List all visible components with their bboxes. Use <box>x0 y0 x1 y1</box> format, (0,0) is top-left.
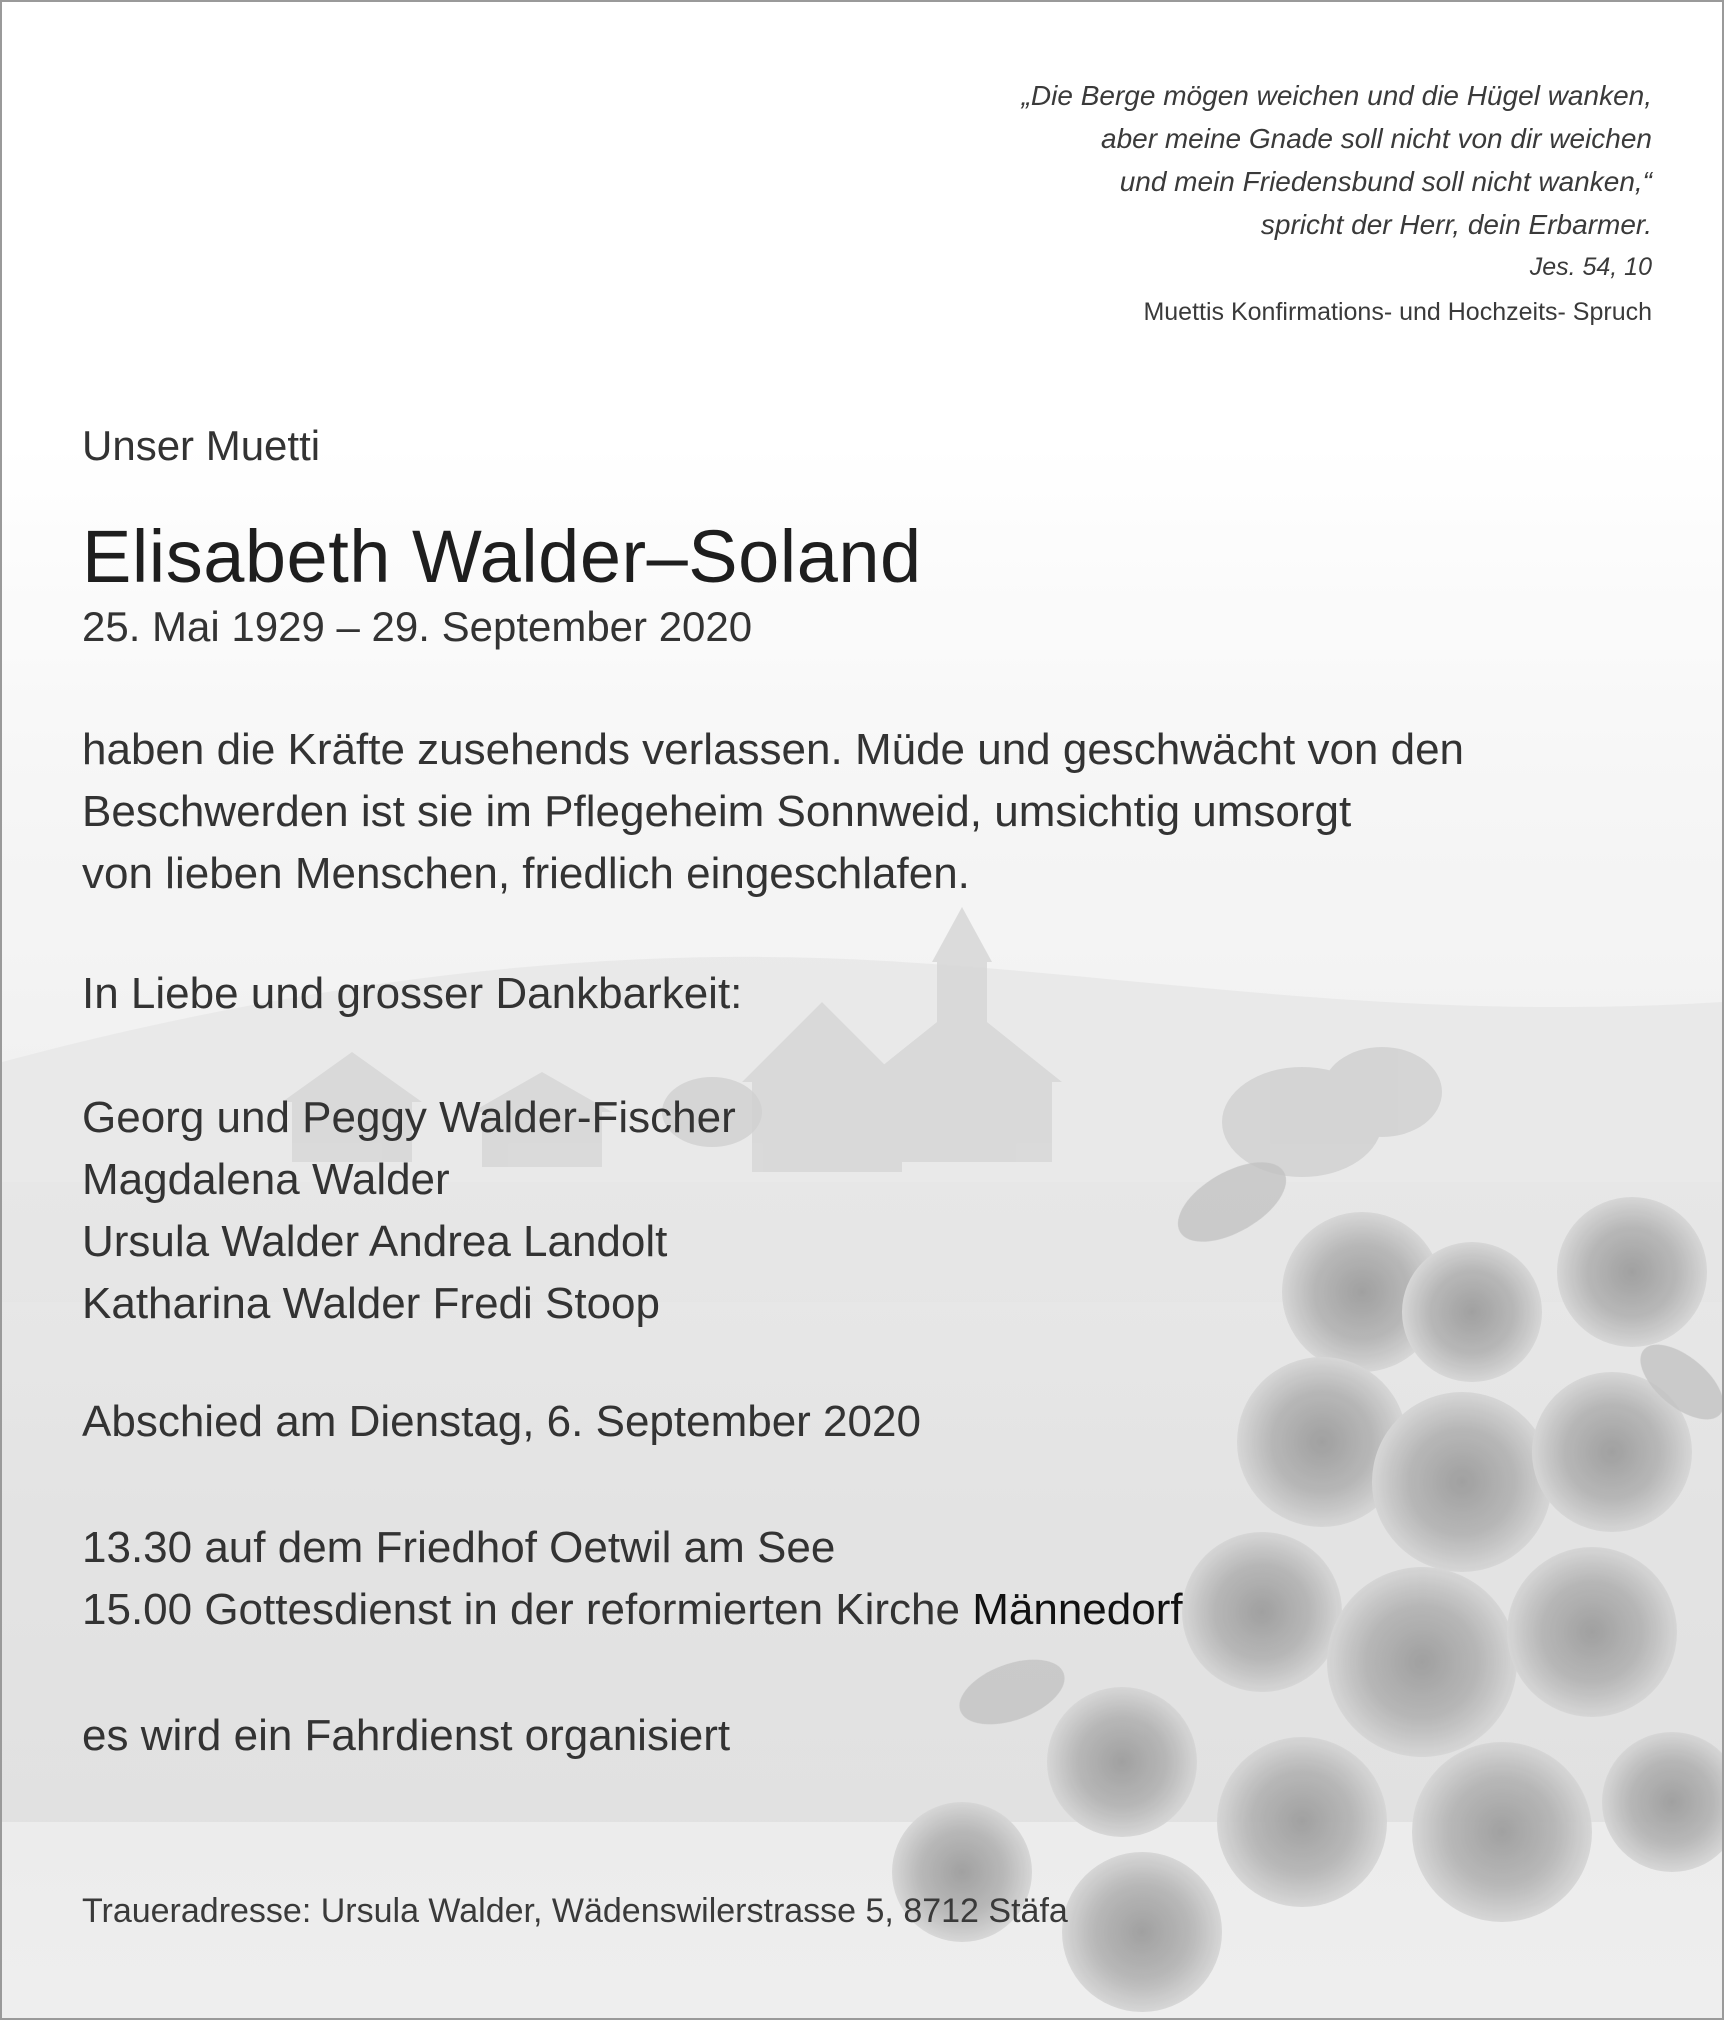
transport-note: es wird ein Fahrdienst organisiert <box>82 1711 731 1760</box>
intro-text: Unser Muetti <box>82 422 321 469</box>
bible-quote <box>1022 74 1652 335</box>
deceased-name: Elisabeth Walder–Soland <box>82 515 922 598</box>
church-town: Männedorf <box>972 1585 1183 1634</box>
schedule-burial: 13.30 auf dem Friedhof Oetwil am See <box>82 1523 836 1572</box>
mourning-address: Traueradresse: Ursula Walder, Wädenswilerstrasse 5, 8712 Stäfa <box>82 1892 1068 1930</box>
mourner-name: Katharina Walder Fredi Stoop <box>82 1279 660 1328</box>
quote-line: „Die Berge mögen weichen und die Hügel wanken, <box>1021 80 1652 111</box>
message-block <box>82 719 1642 905</box>
schedule-service-text: 15.00 Gottesdienst in der reformierten Kirche <box>82 1585 973 1634</box>
message-line: von lieben Menschen, friedlich eingeschlafen. <box>82 849 970 898</box>
quote-line: spricht der Herr, dein Erbarmer. <box>1260 209 1652 240</box>
mourner-name: Georg und Peggy Walder-Fischer <box>82 1093 736 1142</box>
mourner-name: Ursula Walder Andrea Landolt <box>82 1217 668 1266</box>
mourners-list <box>82 1087 1642 1335</box>
schedule-service <box>82 1579 1642 1641</box>
farewell-date: Abschied am Dienstag, 6. September 2020 <box>82 1397 921 1446</box>
schedule-block <box>82 1517 1642 1641</box>
message-line: Beschwerden ist sie im Pflegeheim Sonnweid, umsichtig umsorgt <box>82 787 1352 836</box>
mourner-name: Magdalena Walder <box>82 1155 450 1204</box>
message-line: haben die Kräfte zusehends verlassen. Müde und geschwächt von den <box>82 725 1465 774</box>
quote-reference: Jes. 54, 10 <box>1529 253 1652 281</box>
gratitude-line: In Liebe und grosser Dankbarkeit: <box>82 969 743 1018</box>
life-dates: 25. Mai 1929 – 29. September 2020 <box>82 603 753 650</box>
quote-line: und mein Friedensbund soll nicht wanken,“ <box>1119 166 1652 197</box>
quote-note: Muettis Konfirmations- und Hochzeits- Spruch <box>1143 298 1652 326</box>
obituary-body <box>82 422 1642 1767</box>
quote-line: aber meine Gnade soll nicht von dir weichen <box>1101 123 1652 154</box>
